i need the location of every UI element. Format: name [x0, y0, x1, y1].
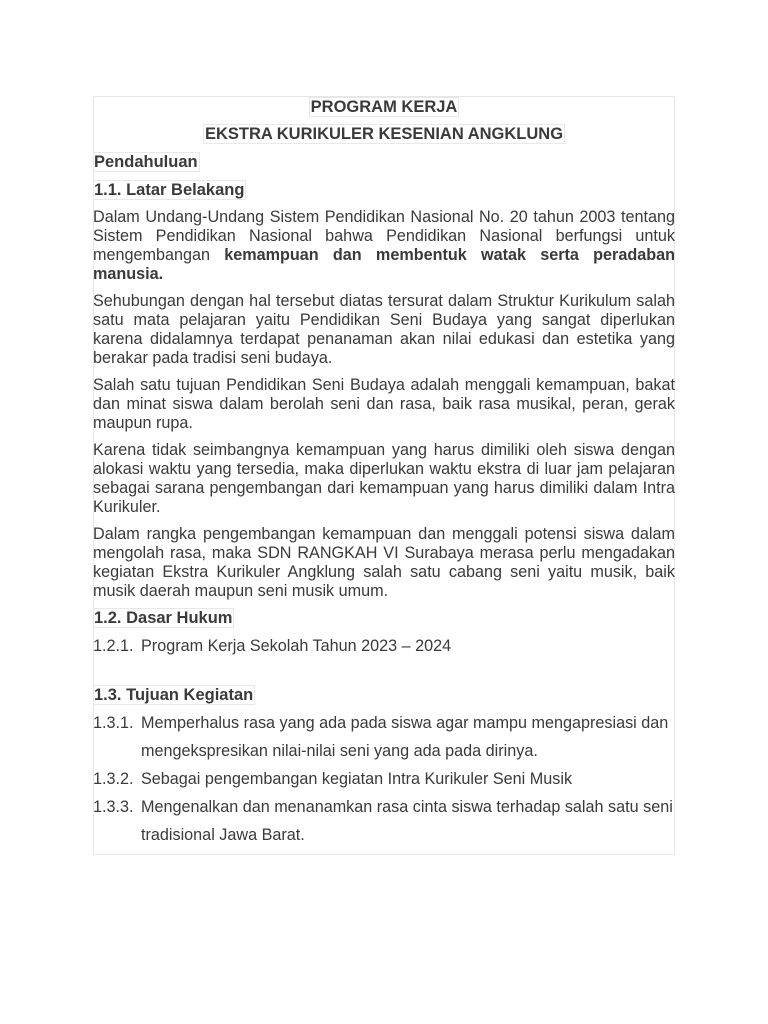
- paragraph-1-bold: kemampuan dan membentuk watak serta peradaban manusia.: [93, 246, 675, 283]
- list-item: [93, 632, 675, 660]
- paragraph-4: Karena tidak seimbangnya kemampuan yang harus dimiliki oleh siswa dengan alokasi waktu yang tersedia, maka diperlukan waktu ekstra di luar jam pelajaran sebagai sarana pengembangan dari kemampuan yang harus dimiliki dalam Intra Kurikuler.: [93, 441, 675, 516]
- document-subtitle: [93, 124, 675, 144]
- paragraph-1: [93, 208, 675, 284]
- list-item-text: Mengenalkan dan menanamkan rasa cinta siswa terhadap salah satu seni tradisional Jawa Barat.: [141, 798, 673, 844]
- title-line-1: PROGRAM KERJA: [310, 98, 458, 116]
- list-item-text: Sebagai pengembangan kegiatan Intra Kurikuler Seni Musik: [141, 770, 573, 788]
- paragraph-2: Sehubungan dengan hal tersebut diatas tersurat dalam Struktur Kurikulum salah satu mata pelajaran yaitu Pendidikan Seni Budaya yang sangat diperlukan karena didalamnya terdapat penanaman akan nilai edukasi dan estetika yang berakar pada tradisi seni budaya.: [93, 292, 675, 367]
- dasar-hukum-heading: 1.2. Dasar Hukum: [94, 609, 233, 627]
- list-item-number: 1.3.3.: [93, 798, 134, 816]
- list-item-number: 1.2.1.: [93, 637, 134, 655]
- list-item-text: Memperhalus rasa yang ada pada siswa agar mampu mengapresiasi dan mengekspresikan nilai-nilai seni yang ada pada dirinya.: [141, 714, 669, 760]
- paragraph-1-text: Dalam Undang-Undang Sistem Pendidikan Nasional No. 20 tahun 2003 tentang Sistem Pendidikan Nasional bahwa Pendidikan Nasional berfungsi untuk mengembangan: [93, 208, 675, 264]
- latar-belakang-heading: 1.1. Latar Belakang: [94, 181, 245, 199]
- list-item-text: Program Kerja Sekolah Tahun 2023 – 2024: [141, 637, 452, 655]
- section-pendahuluan: [93, 152, 675, 172]
- list-item-number: 1.3.1.: [93, 714, 134, 732]
- title-line-2: EKSTRA KURIKULER KESENIAN ANGKLUNG: [204, 125, 564, 143]
- section-dasar-hukum: [93, 608, 675, 628]
- document-content: [93, 96, 675, 849]
- paragraph-5: Dalam rangka pengembangan kemampuan dan menggali potensi siswa dalam mengolah rasa, maka SDN RANGKAH VI Surabaya merasa perlu mengadakan kegiatan Ekstra Kurikuler Angklung salah satu cabang seni yaitu musik, baik musik daerah maupun seni musik umum.: [93, 525, 675, 600]
- list-item: [93, 709, 675, 765]
- section-tujuan-kegiatan: [93, 685, 675, 705]
- section-latar-belakang: [93, 180, 675, 200]
- document-title: [93, 97, 675, 117]
- paragraph-3: Salah satu tujuan Pendidikan Seni Budaya adalah menggali kemampuan, bakat dan minat siswa dalam berolah seni dan rasa, baik rasa musikal, peran, gerak maupun rupa.: [93, 376, 675, 432]
- list-item: [93, 765, 675, 793]
- list-item-number: 1.3.2.: [93, 770, 134, 788]
- list-item: [93, 793, 675, 849]
- tujuan-heading: 1.3. Tujuan Kegiatan: [94, 686, 254, 704]
- pendahuluan-heading: Pendahuluan: [94, 153, 198, 171]
